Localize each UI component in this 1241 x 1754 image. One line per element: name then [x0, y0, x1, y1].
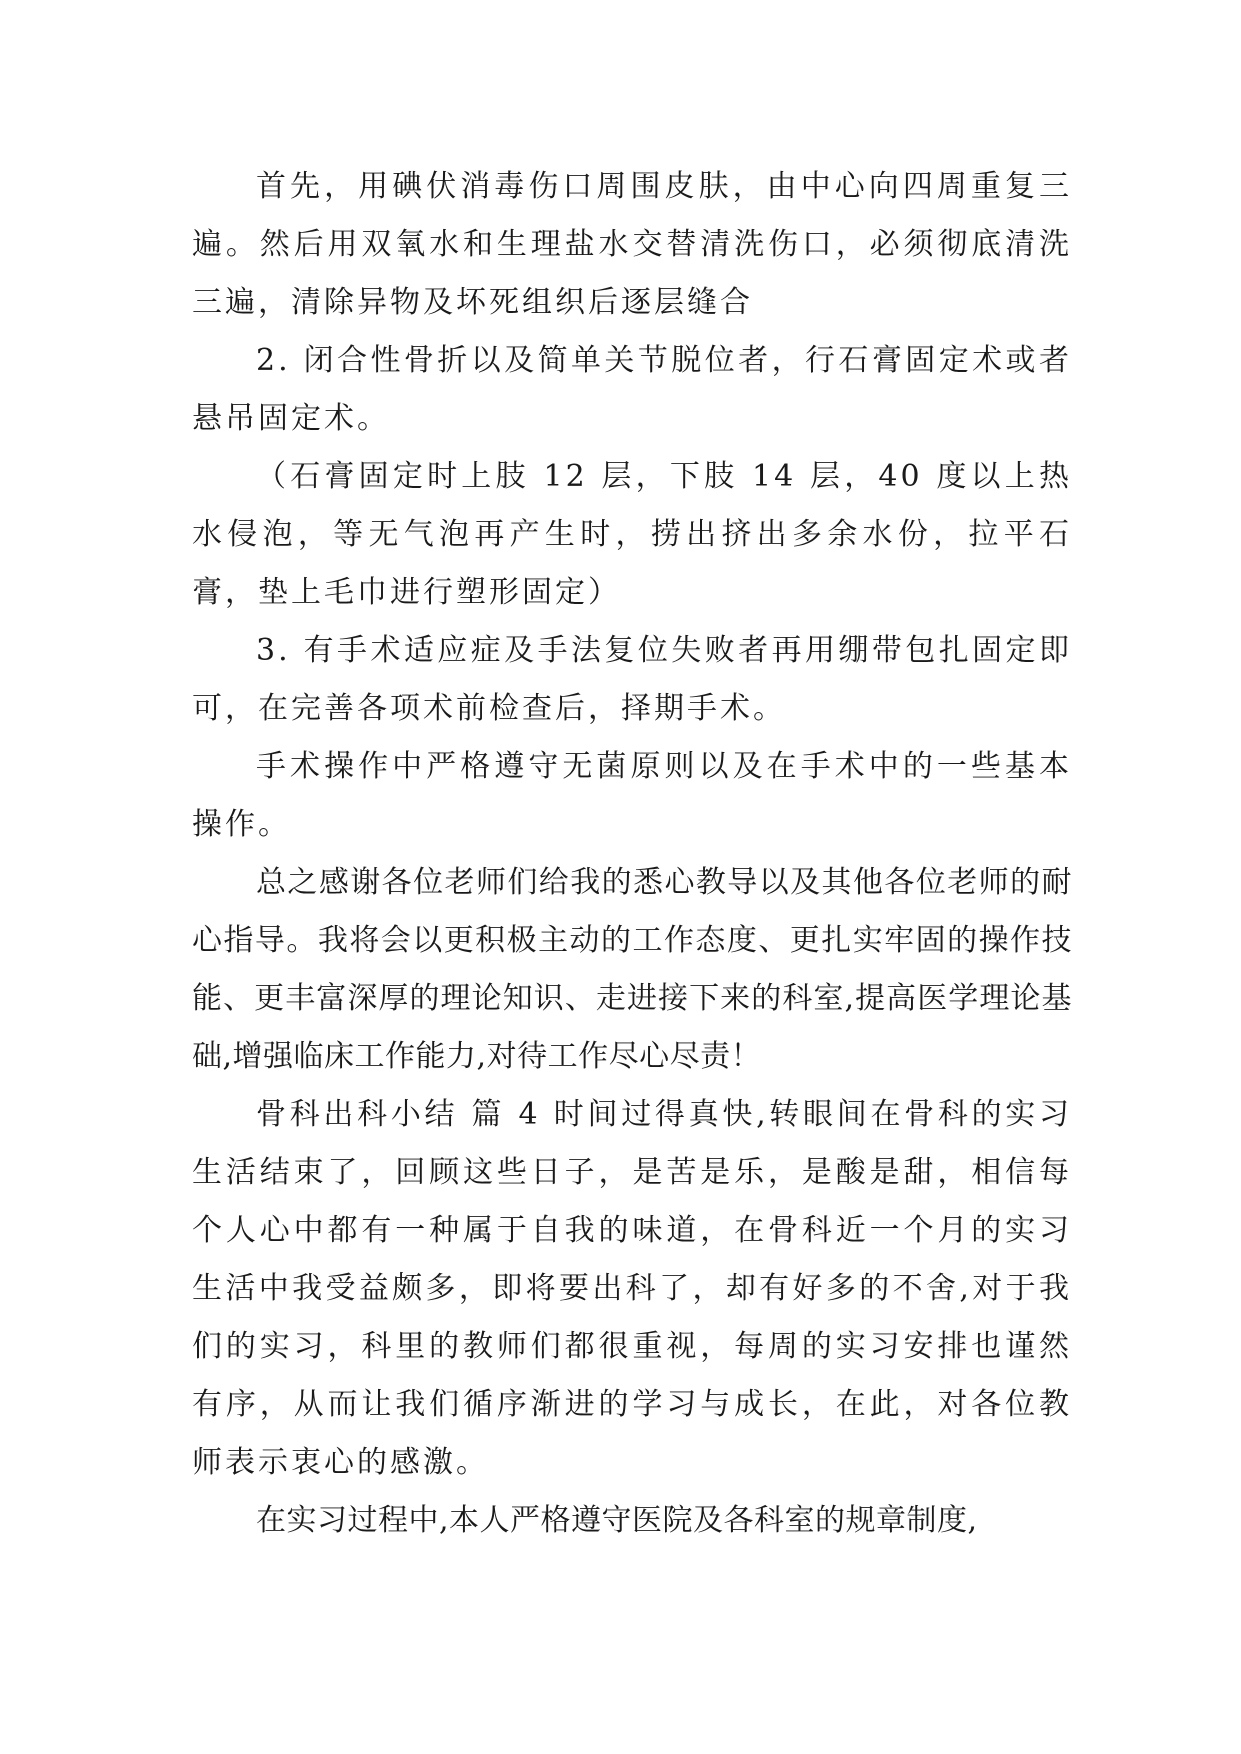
paragraph-wound-cleaning: 首先，用碘伏消毒伤口周围皮肤，由中心向四周重复三遍。然后用双氧水和生理盐水交替清洗伤口，必须彻底清洗三遍，清除异物及坏死组织后逐层缝合: [192, 169, 1072, 320]
paragraph-aseptic-principle: 手术操作中严格遵守无菌原则以及在手术中的一些基本操作。: [192, 749, 1072, 842]
document-body: [192, 158, 1072, 1550]
paragraph-plaster-details: （石膏固定时上肢 12 层，下肢 14 层，40 度以上热水侵泡，等无气泡再产生时，捞出挤出多余水份，拉平石膏，垫上毛巾进行塑形固定）: [192, 459, 1072, 610]
paragraph-thanks: 总之感谢各位老师们给我的悉心教导以及其他各位老师的耐心指导。我将会以更积极主动的工作态度、更扎实牢固的操作技能、更丰富深厚的理论知识、走进接下来的科室,提高医学理论基础,增强临床工作能力,对待工作尽心尽责！: [192, 865, 1072, 1074]
paragraph-internship-process: 在实习过程中,本人严格遵守医院及各科室的规章制度,: [256, 1503, 978, 1538]
paragraph-closed-fracture: 2. 闭合性骨折以及简单关节脱位者，行石膏固定术或者悬吊固定术。: [192, 343, 1072, 436]
paragraph-summary-4: 骨科出科小结 篇 4 时间过得真快,转眼间在骨科的实习生活结束了，回顾这些日子，是苦是乐，是酸是甜，相信每个人心中都有一种属于自我的味道，在骨科近一个月的实习生活中我受益颇多，即将要出科了，却有好多的不舍,对于我们的实习，科里的教师们都很重视，每周的实习安排也谨然有序，从而让我们循序渐进的学习与成长，在此，对各位教师表示衷心的感激。: [192, 1097, 1072, 1480]
paragraph-surgery-indication: 3. 有手术适应症及手法复位失败者再用绷带包扎固定即可，在完善各项术前检查后，择期手术。: [192, 633, 1072, 726]
